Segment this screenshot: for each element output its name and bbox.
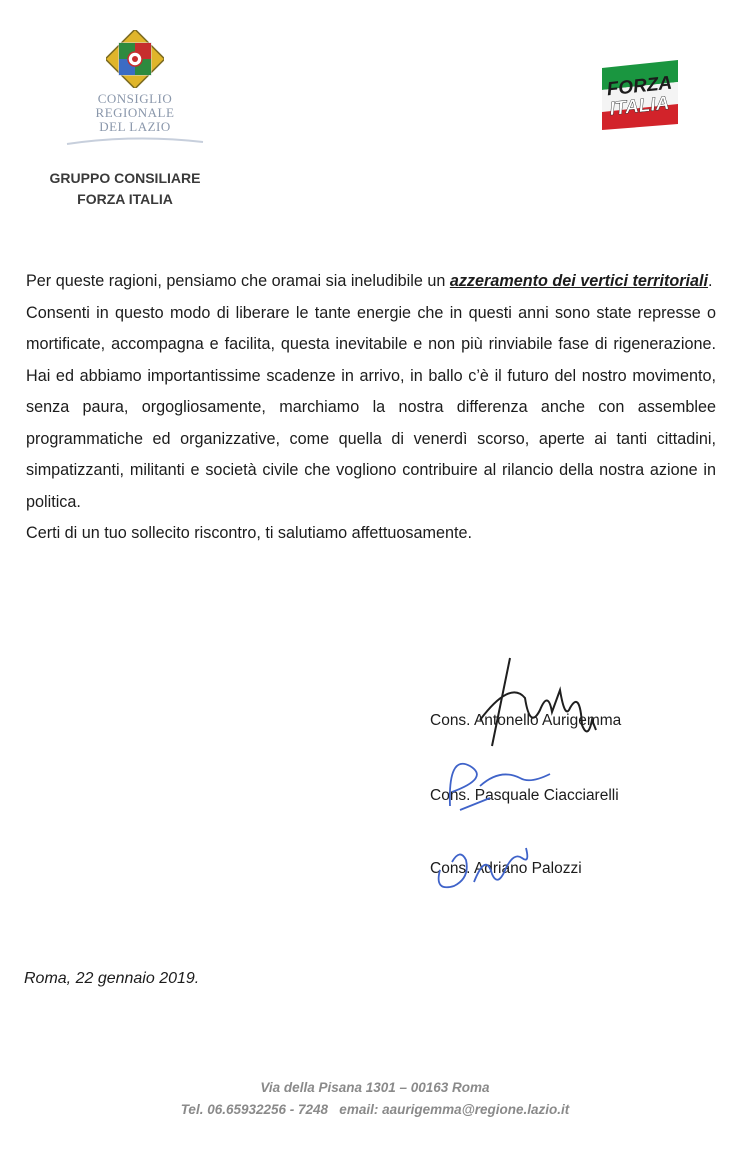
footer-contacts: Tel. 06.65932256 - 7248 email: aaurigemma@regione.lazio.it bbox=[180, 1102, 570, 1117]
swoosh-decoration-icon bbox=[65, 136, 205, 146]
consiglio-line-1: CONSIGLIO bbox=[97, 91, 173, 106]
paragraph-1 bbox=[26, 266, 716, 298]
lazio-crest-icon bbox=[106, 30, 164, 88]
consiglio-regionale-logo bbox=[60, 30, 210, 146]
signature-3-icon bbox=[439, 848, 528, 887]
letter-body bbox=[26, 266, 716, 550]
fi-logo-word-2: ITALIA bbox=[608, 92, 671, 121]
emphasis-azzeramento: azzeramento dei vertici territoriali bbox=[449, 272, 709, 290]
gruppo-line-2: FORZA ITALIA bbox=[77, 191, 173, 207]
signature-1-icon bbox=[470, 650, 620, 760]
consiglio-name bbox=[60, 92, 210, 134]
gruppo-consiliare-heading bbox=[30, 168, 220, 210]
signatory-3: Cons. Adriano Palozzi bbox=[430, 860, 582, 877]
signatory-1: Cons. Antonello Aurigemma bbox=[430, 712, 622, 729]
forza-italia-logo bbox=[598, 58, 682, 130]
paragraph-1-text: Per queste ragioni, pensiamo che oramai sia ineludibile un bbox=[26, 272, 450, 290]
paragraph-3: Certi di un tuo sollecito riscontro, ti salutiamo affettuosamente. bbox=[26, 524, 472, 542]
paragraph-2: Consenti in questo modo di liberare le tante energie che in questi anni sono state represse o mortificate, accompagna e facilita, questa inevitabile e non più rinviabile fase di rigenerazione. Hai ed abbiamo importantissime scadenze in arrivo, in ballo c’è il futuro del nostro movimento, senza paura, orgogliosamente, marchiamo la nostra differenza anche con assemblee programmatiche ed organizzative, come quella di venerdì scorso, aperte ai tanti cittadini, simpatizzanti, militanti e società civile che vogliono contribuire al rilancio della nostra azione in politica. bbox=[26, 303, 716, 511]
footer-address: Via della Pisana 1301 – 00163 Roma bbox=[260, 1080, 490, 1095]
paragraph-1-end: . bbox=[708, 272, 713, 290]
fi-logo-word-1: FORZA bbox=[605, 72, 674, 101]
consiglio-line-2: REGIONALE bbox=[95, 105, 175, 120]
consiglio-line-3: DEL LAZIO bbox=[99, 119, 171, 134]
gruppo-line-1: GRUPPO CONSILIARE bbox=[49, 170, 201, 186]
signature-2-icon bbox=[450, 764, 550, 810]
letter-date: Roma, 22 gennaio 2019. bbox=[24, 970, 200, 987]
signatory-2: Cons. Pasquale Ciacciarelli bbox=[430, 787, 619, 804]
